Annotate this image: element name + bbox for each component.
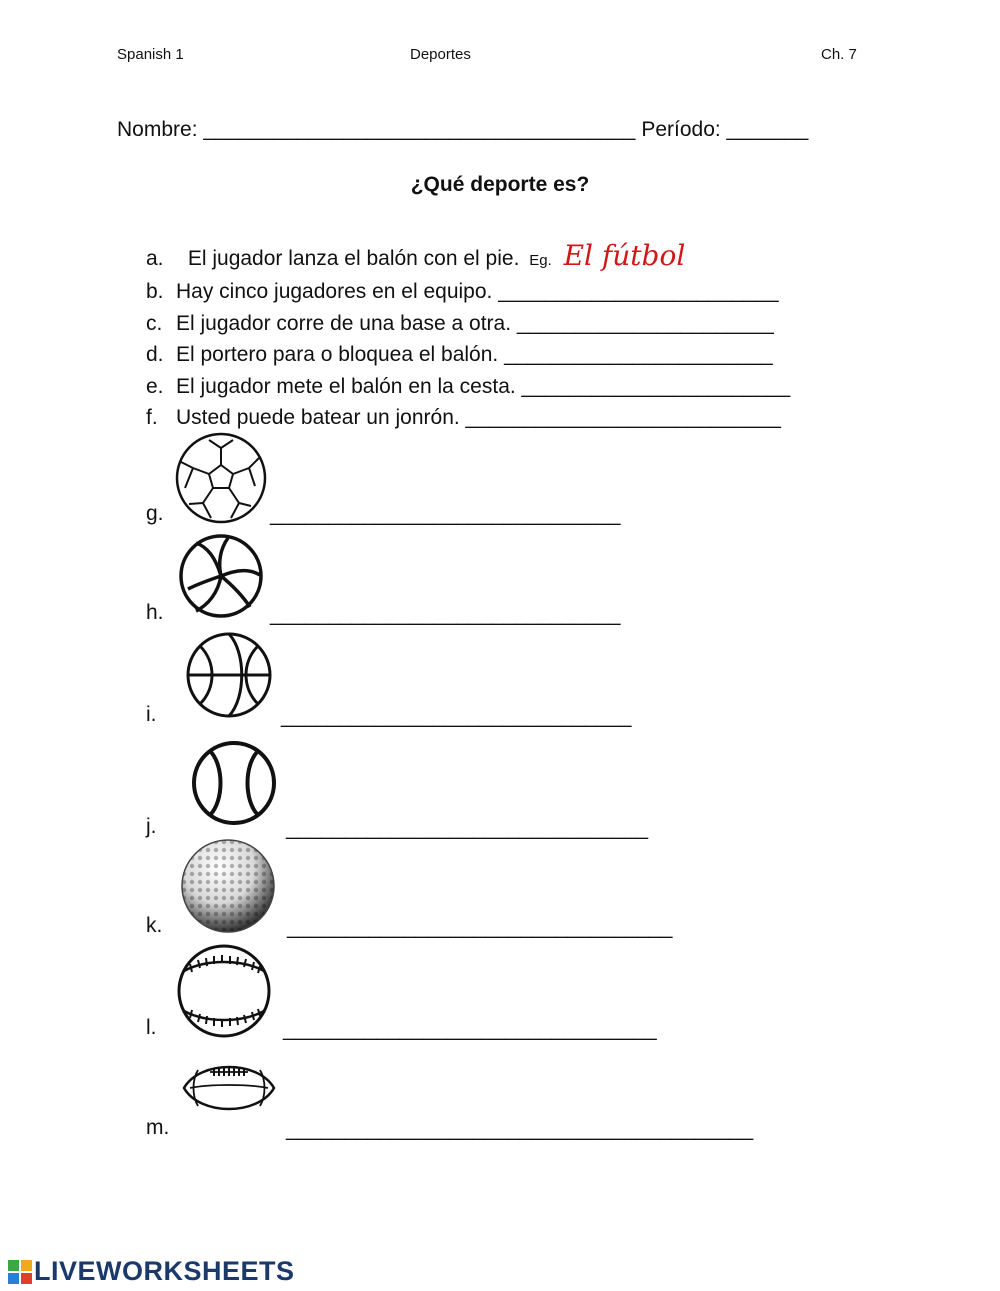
answer-blank-g[interactable]: ______________________________ xyxy=(270,503,621,526)
question-letter: d. xyxy=(146,343,164,366)
question-letter: e. xyxy=(146,375,164,398)
volleyball-icon xyxy=(178,533,264,619)
answer-blank-m[interactable]: ________________________________________ xyxy=(286,1118,754,1141)
item-letter-k: k. xyxy=(146,914,163,937)
question-d[interactable] xyxy=(146,343,773,367)
question-letter: a. xyxy=(146,247,164,270)
question-letter: f. xyxy=(146,406,158,429)
question-a xyxy=(146,239,685,272)
example-answer[interactable]: El fútbol xyxy=(563,239,686,272)
logo-text: LIVEWORKSHEETS xyxy=(34,1256,295,1286)
header-course: Spanish 1 xyxy=(117,46,184,63)
item-letter-m: m. xyxy=(146,1116,170,1139)
item-letter-j: j. xyxy=(146,815,157,838)
logo-blocks-icon xyxy=(8,1260,32,1284)
name-period-line[interactable]: Nombre: _____________________________________ Período: _______ xyxy=(117,118,809,141)
question-text: El jugador mete el balón en la cesta. _______________________ xyxy=(176,375,791,398)
question-letter: c. xyxy=(146,312,163,335)
answer-blank-j[interactable]: _______________________________ xyxy=(286,817,649,840)
basketball-icon xyxy=(186,632,272,718)
tennis-ball-icon xyxy=(190,739,278,827)
question-text: El portero para o bloquea el balón. _______________________ xyxy=(176,343,773,366)
question-c[interactable] xyxy=(146,312,774,336)
item-letter-h: h. xyxy=(146,601,164,624)
page-title: ¿Qué deporte es? xyxy=(410,173,590,196)
answer-blank-k[interactable]: _________________________________ xyxy=(287,916,673,939)
answer-blank-h[interactable]: ______________________________ xyxy=(270,603,621,626)
question-f[interactable] xyxy=(146,406,781,430)
answer-blank-i[interactable]: ______________________________ xyxy=(281,705,632,728)
baseball-icon xyxy=(176,943,272,1039)
question-text: Hay cinco jugadores en el equipo. ________________________ xyxy=(176,280,779,303)
question-text: Usted puede batear un jonrón. ___________________________ xyxy=(176,406,781,429)
header-topic: Deportes xyxy=(410,46,471,63)
question-e[interactable] xyxy=(146,375,790,399)
item-letter-l: l. xyxy=(146,1016,157,1039)
item-letter-i: i. xyxy=(146,703,157,726)
question-b[interactable] xyxy=(146,280,779,304)
football-icon xyxy=(180,1058,278,1118)
question-text: El jugador corre de una base a otra. ______________________ xyxy=(176,312,774,335)
soccer-ball-icon xyxy=(175,432,267,524)
answer-blank-l[interactable]: ________________________________ xyxy=(283,1018,657,1041)
header-chapter: Ch. 7 xyxy=(821,46,857,63)
golf-ball-icon xyxy=(180,838,276,934)
question-text: El jugador lanza el balón con el pie. xyxy=(187,247,520,270)
example-label: Eg. xyxy=(529,252,552,269)
item-letter-g: g. xyxy=(146,502,164,525)
question-letter: b. xyxy=(146,280,164,303)
